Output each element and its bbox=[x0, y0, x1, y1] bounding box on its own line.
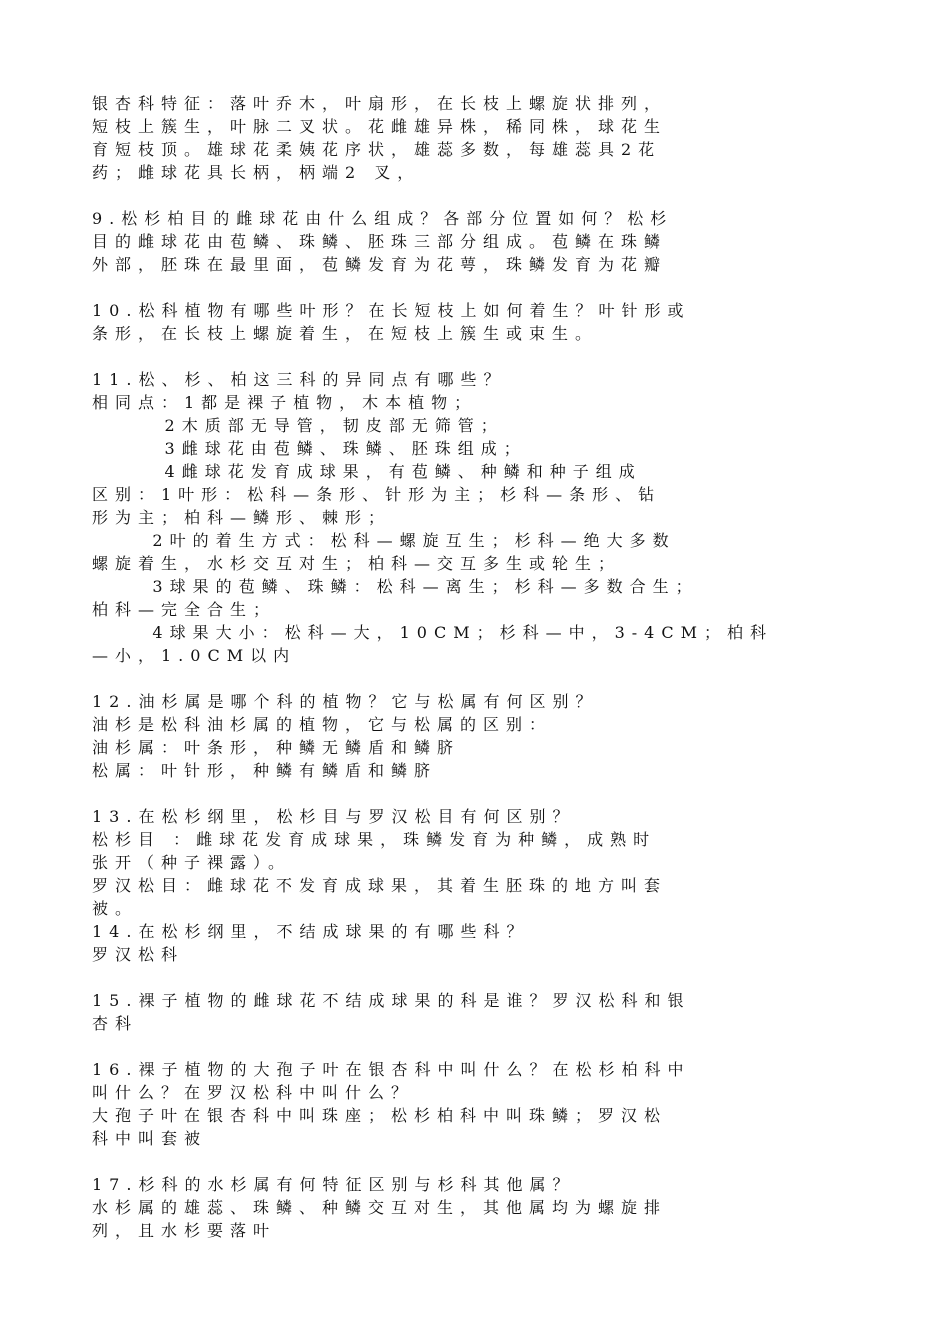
text-line: 柏科—完全合生； bbox=[92, 600, 277, 619]
text-line: 3雌球花由苞鳞、珠鳞、胚珠组成； bbox=[92, 439, 527, 458]
text-line: 被。 bbox=[92, 899, 139, 918]
text-line: 15.裸子植物的雌球花不结成球果的科是谁？罗汉松科和银 bbox=[92, 991, 691, 1010]
blank-line bbox=[92, 1150, 882, 1173]
text-line: 育短枝顶。雄球花柔姨花序状，雄蕊多数，每雄蕊具2花 bbox=[92, 140, 662, 159]
text-line: 11.松、杉、柏这三科的异同点有哪些？ bbox=[92, 370, 507, 389]
text-line: 科中叫套被 bbox=[92, 1129, 208, 1148]
text-line: 叫什么？在罗汉松科中叫什么？ bbox=[92, 1083, 415, 1102]
text-line: 水杉属的雄蕊、珠鳞、种鳞交互对生，其他属均为螺旋排 bbox=[92, 1198, 668, 1217]
text-line: 目的雌球花由苞鳞、珠鳞、胚珠三部分组成。苞鳞在珠鳞 bbox=[92, 232, 668, 251]
blank-line bbox=[92, 345, 882, 368]
blank-line bbox=[92, 966, 882, 989]
text-line: 相同点：1都是裸子植物，木本植物； bbox=[92, 393, 478, 412]
text-line: 罗汉松科 bbox=[92, 945, 185, 964]
text-line: —小，1.0CM以内 bbox=[92, 646, 297, 665]
document-page bbox=[92, 92, 882, 1242]
text-line: 4雌球花发育成球果，有苞鳞、种鳞和种子组成 bbox=[92, 462, 642, 481]
text-line: 螺旋着生，水杉交互对生；柏科—交互多生或轮生； bbox=[92, 554, 622, 573]
text-line: 张开（种子裸露）。 bbox=[92, 853, 292, 872]
text-line: 银杏科特征：落叶乔木，叶扇形，在长枝上螺旋状排列， bbox=[92, 94, 668, 113]
text-line: 松杉目 ：雌球花发育成球果，珠鳞发育为种鳞，成熟时 bbox=[92, 830, 657, 849]
blank-line bbox=[92, 667, 882, 690]
text-line: 12.油杉属是哪个科的植物？它与松属有何区别？ bbox=[92, 692, 599, 711]
text-line: 外部，胚珠在最里面，苞鳞发育为花萼，珠鳞发育为花瓣 bbox=[92, 255, 668, 274]
text-line: 16.裸子植物的大孢子叶在银杏科中叫什么？在松杉柏科中 bbox=[92, 1060, 691, 1079]
text-line: 大孢子叶在银杏科中叫珠座；松杉柏科中叫珠鳞；罗汉松 bbox=[92, 1106, 668, 1125]
text-line: 区别：1叶形：松科—条形、针形为主；杉科—条形、钻 bbox=[92, 485, 662, 504]
text-line: 4球果大小：松科—大，10CM；杉科—中，3-4CM；柏科 bbox=[92, 623, 773, 642]
text-line: 13.在松杉纲里，松杉目与罗汉松目有何区别？ bbox=[92, 807, 576, 826]
text-line: 形为主；柏科—鳞形、棘形； bbox=[92, 508, 392, 527]
text-line: 2木质部无导管，韧皮部无筛管； bbox=[92, 416, 504, 435]
text-line: 罗汉松目：雌球花不发育成球果，其着生胚珠的地方叫套 bbox=[92, 876, 668, 895]
text-line: 杏科 bbox=[92, 1014, 139, 1033]
blank-line bbox=[92, 1035, 882, 1058]
text-line: 列，且水杉要落叶 bbox=[92, 1221, 277, 1240]
blank-line bbox=[92, 276, 882, 299]
blank-line bbox=[92, 184, 882, 207]
text-line: 条形，在长枝上螺旋着生，在短枝上簇生或束生。 bbox=[92, 324, 599, 343]
text-line: 17.杉科的水杉属有何特征区别与杉科其他属？ bbox=[92, 1175, 576, 1194]
text-line: 油杉属：叶条形，种鳞无鳞盾和鳞脐 bbox=[92, 738, 461, 757]
text-line: 药；雌球花具长柄，柄端2 叉， bbox=[92, 163, 421, 182]
text-line: 3球果的苞鳞、珠鳞：松科—离生；杉科—多数合生； bbox=[92, 577, 699, 596]
text-line: 油杉是松科油杉属的植物，它与松属的区别： bbox=[92, 715, 553, 734]
text-line: 10.松科植物有哪些叶形？在长短枝上如何着生？叶针形或 bbox=[92, 301, 691, 320]
text-line: 短枝上簇生，叶脉二叉状。花雌雄异株，稀同株，球花生 bbox=[92, 117, 668, 136]
text-line: 2叶的着生方式：松科—螺旋互生；杉科—绝大多数 bbox=[92, 531, 676, 550]
text-line: 9.松杉柏目的雌球花由什么组成？各部分位置如何？松杉 bbox=[92, 209, 674, 228]
blank-line bbox=[92, 782, 882, 805]
text-line: 14.在松杉纲里，不结成球果的有哪些科？ bbox=[92, 922, 530, 941]
text-line: 松属：叶针形，种鳞有鳞盾和鳞脐 bbox=[92, 761, 438, 780]
